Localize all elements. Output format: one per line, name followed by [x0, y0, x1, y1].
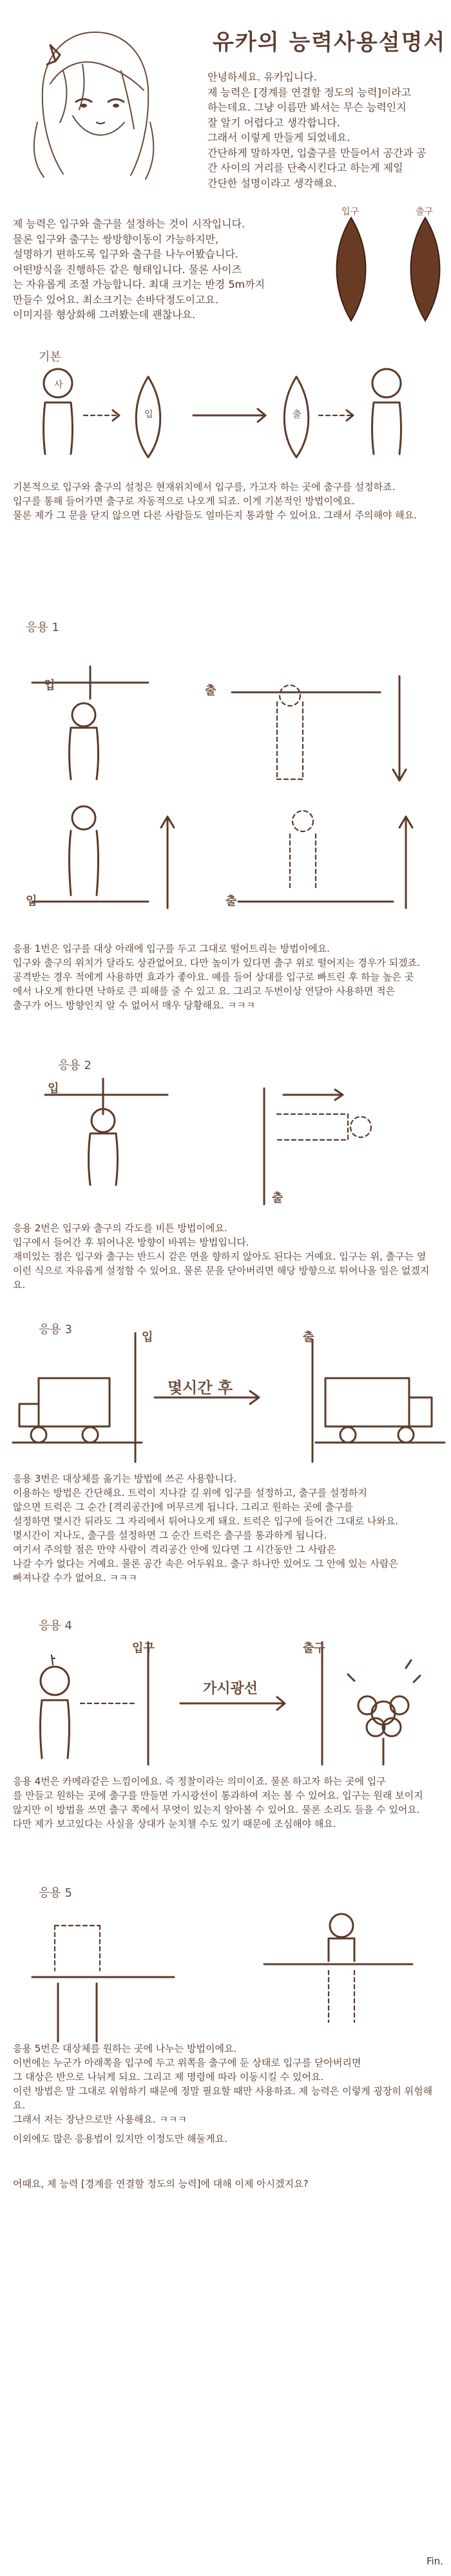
- use1-in-label: 입: [44, 679, 55, 692]
- use3-paragraph: 응용 3번은 대상체를 옮기는 방법에 쓰곤 사용합니다. 이용하는 방법은 간단해요. 트럭이 지나갈 길 위에 입구를 설정하고, 출구를 설정하지 않으면 트럭은 그 순간 [격리공간]에 머무르게 됩니다. 그리고 원하는 곳에 출구를 설정하면 몇시간 뒤라도 그 자리에서 튀어나오게 돼요. 트럭은 입구에 들어간 그대로 나와요. 몇시간이 지나도, 출구를 설정하면 그 순간 트럭은 출구를 통과하게 됩니다. 여기서 주의할 점은 만약 사람이 격리공간 안에 있다면 그 시간동안 그 사람은 나갈 수가 없다는 거예요. 물론 공간 속은 어두워요. 출구 하나만 있어도 그 안에 있는 사람은 빠져나갈 수가 없어요. ㅋㅋㅋ: [13, 1473, 399, 1584]
- use3-out-label: 출: [303, 1331, 314, 1344]
- use1-diagram: [19, 638, 432, 927]
- portal-shapes: [322, 218, 451, 327]
- yuka-portrait-illustration: [24, 26, 166, 180]
- use2-in-label: 입: [48, 1082, 59, 1095]
- portal-label-out: 출구: [416, 207, 434, 217]
- use1-in-label-bottom: 입: [26, 895, 37, 908]
- use2-diagram: [39, 1075, 425, 1211]
- use4-out-label: 출구: [303, 1642, 325, 1655]
- basic-label: 기본: [39, 350, 61, 364]
- use2-out-label: 출: [272, 1191, 283, 1205]
- use1-out-label-bottom: 출: [225, 895, 237, 908]
- use3-in-label: 입: [142, 1331, 153, 1344]
- use1-label: 응용 1: [26, 621, 59, 634]
- use4-in-label: 입구: [132, 1642, 155, 1655]
- intro-paragraph: 안녕하세요. 유카입니다. 제 능력은 [경계를 연결할 정도의 능력]이라고 하는데요. 그냥 이름만 봐서는 무슨 능력인지 잘 알기 어렵다고 생각합니다. 그래서 이렇게 만들게 되었네요. 간단하게 말하자면, 입출구를 만들어서 공간과 공 간 사이의 거리를 단축시킨다고 하는게 제일 간단한 설명이라고 생각해요.: [207, 71, 427, 189]
- use5-paragraph: 응용 5번은 대상체를 원하는 곳에 나누는 방법이에요. 이번에는 누군가 아래쪽을 입구에 두고 위쪽을 출구에 둔 상태로 입구를 닫아버리면 그 대상은 반으로 나뉘게 되요. 그리고 제 명령에 따라 이동시킬 수 있어요. 이런 방법은 말 그대로 위험하기 때문에 정말 필요할 때만 사용하죠. 제 능력은 이렇게 굉장히 위험해요. 그래서 저는 장난으로만 사용해요. ㅋㅋㅋ: [13, 2043, 433, 2125]
- use3-label: 응용 3: [39, 1323, 72, 1336]
- page-title: 유카의 능력사용설명서: [213, 30, 446, 55]
- fin-mark: Fin.: [427, 2555, 443, 2567]
- use3-diagram: [13, 1333, 438, 1462]
- outro-line-1: 이외에도 많은 응용법이 있지만 이정도만 해둘게요.: [13, 2133, 227, 2145]
- use1-paragraph: 응용 1번은 입구를 대상 아래에 입구를 두고 그대로 떨어트리는 방법이에요. 입구와 출구의 위치가 달라도 상관없어요. 다만 높이가 있다면 출구 위로 떨어지는 경우가 되겠죠. 공격받는 경우 적에게 사용하면 효과가 좋아요. 예를 들어 상대를 입구로 빠트린 후 하늘 높은 곳 에서 나오게 한다면 낙하로 큰 피해를 줄 수 있고 요. 그리고 두번이상 연달아 사용하면 적은 출구가 어느 방향인지 알 수 없어서 매우 당황해요. ㅋㅋㅋ: [13, 943, 420, 1011]
- use4-paragraph: 응용 4번은 카메라같은 느낌이에요. 즉 정찰이라는 의미이죠. 물론 하고자 하는 곳에 입구 를 만들고 원하는 곳에 출구를 만들면 가시광선이 통과하여 저는 볼 수 있어요. 입구는 원래 보이지 않지만 이 방법을 쓰면 출구 쪽에서 무엇이 있는지 알아볼 수 있어요. 물론 소리도 들을 수 있어요. 다만 제가 보고있다는 사실을 상대가 눈치챌 수도 있기 때문에 조심해야 해요.: [13, 1776, 423, 1830]
- portal-label-in: 입구: [341, 207, 360, 217]
- basic-figure-tag-person: 사: [54, 380, 63, 390]
- use3-caption: 몇시간 후: [168, 1379, 233, 1397]
- use2-label: 응용 2: [58, 1059, 91, 1072]
- use5-label: 응용 5: [39, 1886, 72, 1900]
- use1-out-label: 출: [205, 684, 216, 697]
- basic-diagram: [32, 364, 445, 460]
- out-portal-icon: [411, 218, 440, 321]
- basic-figure-tag-in: 입: [144, 410, 153, 420]
- basic-explanation-paragraph: 제 능력은 입구와 출구를 설정하는 것이 시작입니다. 물론 입구와 출구는 쌍방향이동이 가능하지만, 설명하기 편하도록 입구와 출구를 나누어봤습니다. 어떤방식을 진행하든 같은 형태입니다. 물론 사이즈 는 자유롭게 조절 가능합니다. 최대 크기는 반경 5m까지 만들수 있어요. 최소크기는 손바닥정도이고요. 이미지를 형상화해 그려봤는데 괜찮나요.: [13, 218, 265, 321]
- in-portal-icon: [337, 218, 366, 321]
- use4-diagram: [19, 1629, 432, 1771]
- use4-label: 응용 4: [39, 1619, 72, 1633]
- use5-diagram: [19, 1900, 432, 2041]
- outro-line-2: 어때요, 제 능력 [경계를 연결할 정도의 능력]에 대해 이제 아시겠지요?: [13, 2178, 309, 2190]
- use4-caption: 가시광선: [203, 1681, 258, 1697]
- use2-paragraph: 응용 2번은 입구와 출구의 각도를 비튼 방법이에요. 입구에서 들어간 후 튀어나온 방향이 바뀌는 방법입니다. 재미있는 점은 입구와 출구는 반드시 같은 면을 향하지 않아도 된다는 거예요. 입구는 위, 출구는 옆 이런 식으로 자유롭게 설정할 수 있어요. 물론 문을 닫아버리면 해당 방향으로 튀어나올 일은 없겠지요.: [13, 1222, 430, 1291]
- basic-figure-tag-out: 출: [293, 410, 302, 420]
- basic-detail-paragraph: 기본적으로 입구와 출구의 설정은 현재위치에서 입구를, 가고자 하는 곳에 출구를 설정하죠. 입구를 통해 들어가면 출구로 자동적으로 나오게 되죠. 이게 기본적인 방법이에요. 물론 제가 그 문을 닫지 않으면 다른 사람들도 얼마든지 통과할 수 있어요. 그래서 주의해야 해요.: [13, 481, 417, 521]
